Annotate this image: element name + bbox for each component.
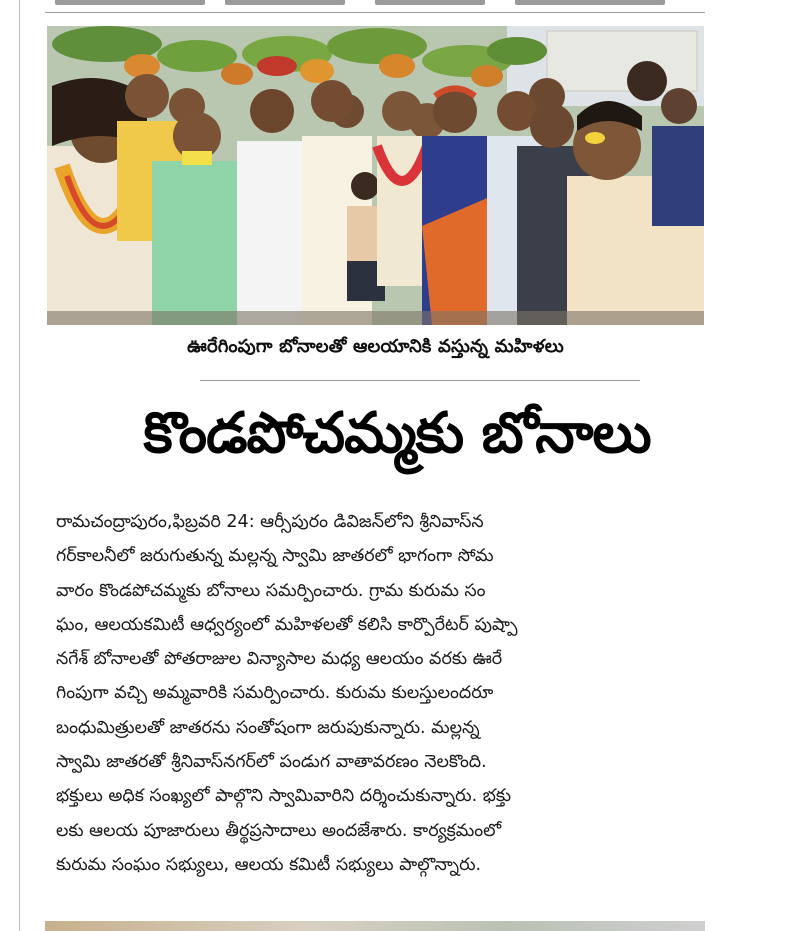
article-line: భక్తులు అధిక సంఖ్యలో పాల్గొని స్వామివారిని దర్శించుకున్నారు. భక్తు (56, 786, 512, 807)
photo-caption: ఊరేగింపుగా బోనాలతో ఆలయానికి వస్తున్న మహిళలు (187, 336, 564, 357)
article-headline: కొండపోచమ్మకు బోనాలు (143, 401, 651, 466)
article-body (56, 505, 708, 882)
article-line: నగేశ్ బోనాలతో పోతరాజుల విన్యాసాల మధ్య ఆలయం వరకు ఊరే (56, 649, 503, 670)
procession-photo-illustration (47, 26, 704, 325)
previous-article-edge (45, 0, 705, 13)
next-photo-edge (45, 921, 705, 931)
news-photo (47, 26, 704, 325)
article-line: గర్‌కాలనీలో జరుగుతున్న మల్లన్న స్వామి జాతరలో భాగంగా సోమ (56, 546, 494, 567)
article-line: లకు ఆలయ పూజారులు తీర్థప్రసాదాలు అందజేశారు. కార్యక్రమంలో (56, 820, 502, 841)
article-line: స్వామి జాతరతో శ్రీనివాస్‌నగర్‌లో పండుగ వాతావరణం నెలకొంది. (56, 752, 487, 773)
article-line: కురుమ సంఘం సభ్యులు, ఆలయ కమిటీ సభ్యులు పాల్గొన్నారు. (56, 854, 482, 875)
article-line: బంధుమిత్రులతో జాతరను సంతోషంగా జరుపుకున్నారు. మల్లన్న (56, 717, 480, 738)
article-line: గింపుగా వచ్చి అమ్మవారికి సమర్పించారు. కురుమ కులస్తులందరూ (56, 683, 494, 704)
article-line: వారం కొండపోచమ్మకు బోనాలు సమర్పించారు. గ్రామ కురుమ సం (56, 580, 486, 601)
caption-divider (200, 380, 640, 381)
column-divider (19, 0, 20, 931)
article-line: ఘం, ఆలయకమిటీ ఆధ్వర్యంలో మహిళలతో కలిసి కార్పొరేటర్ పుష్పా (56, 614, 518, 635)
article-line: రామచంద్రాపురం,ఫిబ్రవరి 24: ఆర్సీపురం డివిజన్‌లోని శ్రీనివాస్‌న (56, 512, 484, 532)
